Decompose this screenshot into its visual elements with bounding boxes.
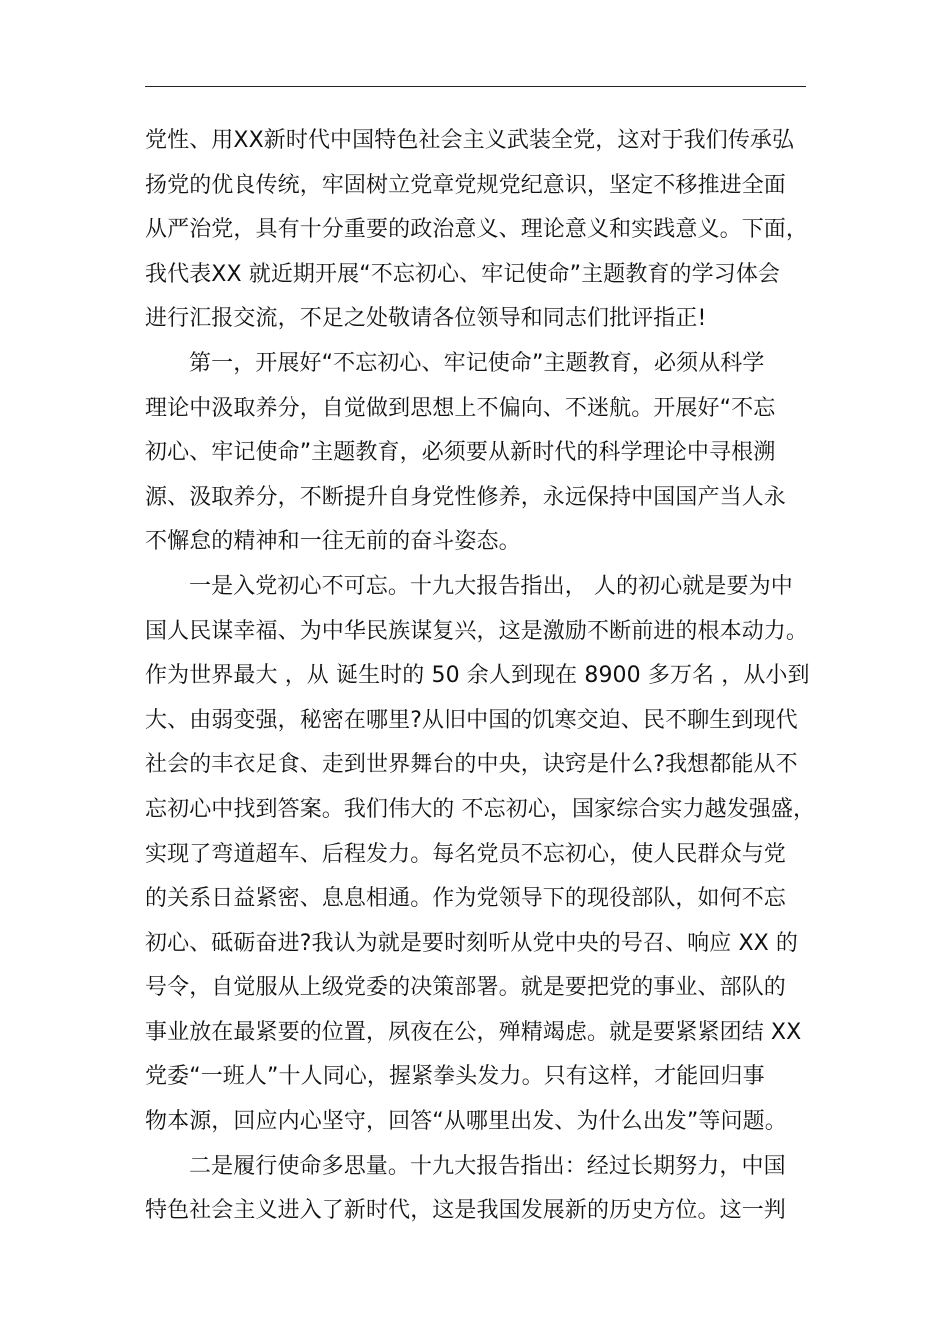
text-line: 党委“一班人”十人同心，握紧拳头发力。只有这样，才能回归事 <box>145 1064 765 1090</box>
paragraph-first-line: 第一，开展好“不忘初心、牢记使命”主题教育，必须从科学 <box>189 350 765 376</box>
text-line: 进行汇报交流，不足之处敬请各位领导和同志们批评指正! <box>145 306 707 332</box>
text-line: 扬党的优良传统，牢固树立党章党规党纪意识，坚定不移推进全面 <box>145 172 786 198</box>
text-line: 初心、牢记使命”主题教育，必须要从新时代的科学理论中寻根溯 <box>145 440 776 466</box>
text-line: 号令，自觉服从上级党委的决策部署。就是要把党的事业、部队的 <box>145 975 786 1001</box>
paragraph-first-line: 一是入党初心不可忘。十九大报告指出， 人的初心就是要为中 <box>189 573 793 599</box>
text-line: 的关系日益紧密、息息相通。作为党领导下的现役部队，如何不忘 <box>145 886 786 912</box>
text-line: 社会的丰衣足食、走到世界舞台的中央，诀窍是什么?我想都能从不 <box>145 752 798 778</box>
paragraph-first-line: 二是履行使命多思量。十九大报告指出：经过长期努力，中国 <box>189 1153 786 1179</box>
text-line: 我代表XX 就近期开展“不忘初心、牢记使命”主题教育的学习体会 <box>145 261 781 287</box>
text-line: 国人民谋幸福、为中华民族谋复兴，这是激励不断前进的根本动力。 <box>145 618 809 644</box>
text-line: 党性、用XX新时代中国特色社会主义武装全党，这对于我们传承弘 <box>145 128 795 153</box>
text-line: 物本源，回应内心坚守，回答“从哪里出发、为什么出发”等问题。 <box>145 1109 787 1135</box>
text-line: 事业放在最紧要的位置，夙夜在公，殚精竭虑。就是要紧紧团结 XX <box>145 1019 802 1045</box>
text-line: 实现了弯道超车、后程发力。每名党员不忘初心，使人民群众与党 <box>145 841 786 867</box>
text-line: 作为世界最大 ，从 诞生时的 50 余人到现在 8900 多万名 ，从小到 <box>145 663 810 689</box>
text-line: 不懈怠的精神和一往无前的奋斗姿态。 <box>145 529 521 555</box>
text-line: 初心、砥砺奋进?我认为就是要时刻听从党中央的号召、响应 XX 的 <box>145 930 799 956</box>
text-line: 从严治党，具有十分重要的政治意义、理论意义和实践意义。下面， <box>145 217 809 243</box>
text-line: 特色社会主义进入了新时代，这是我国发展新的历史方位。这一判 <box>145 1198 786 1224</box>
text-line: 忘初心中找到答案。我们伟大的 不忘初心，国家综合实力越发强盛， <box>145 796 816 822</box>
text-line: 大、由弱变强，秘密在哪里?从旧中国的饥寒交迫、民不聊生到现代 <box>145 707 798 733</box>
document-body <box>145 119 816 1234</box>
text-line: 源、汲取养分，不断提升自身党性修养，永远保持中国国产当人永 <box>145 484 786 510</box>
header-rule <box>145 86 806 87</box>
text-line: 理论中汲取养分，自觉做到思想上不偏向、不迷航。开展好“不忘 <box>145 395 776 421</box>
